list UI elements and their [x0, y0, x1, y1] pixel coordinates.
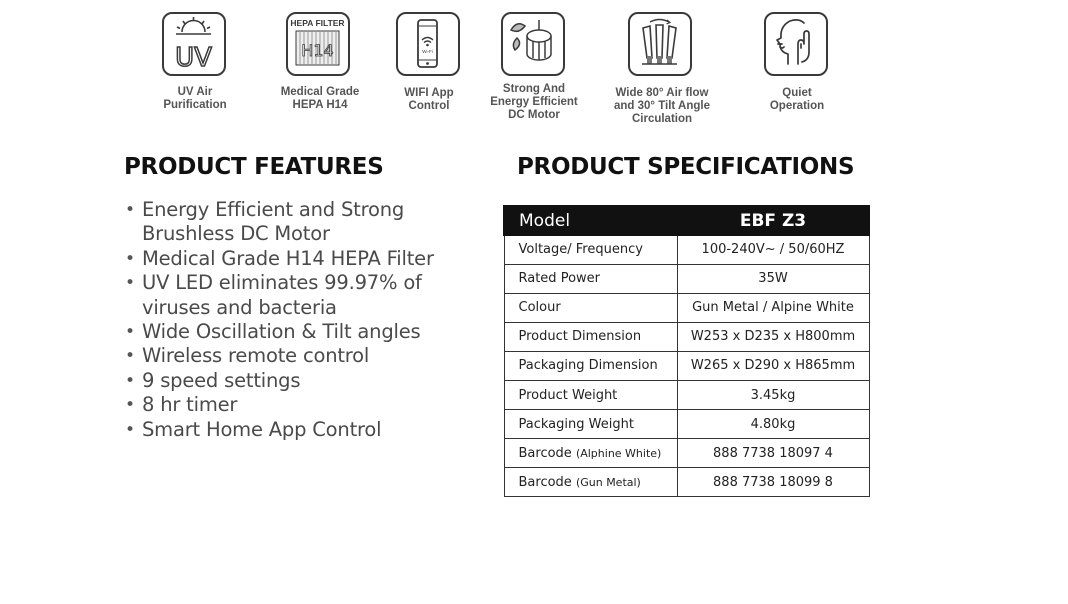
- features-list: [125, 198, 485, 442]
- spec-label-text: Product Weight: [518, 387, 618, 403]
- model-value: EBF Z3: [677, 206, 869, 235]
- caption-line: and 30° Tilt Angle: [614, 100, 710, 112]
- spec-label: [504, 380, 677, 409]
- specs-table: [503, 205, 870, 497]
- caption-line: Wide 80° Air flow: [615, 87, 709, 99]
- hepa-badge-title: HEPA FILTER: [290, 18, 345, 28]
- spec-label: [504, 351, 677, 380]
- caption-line: Circulation: [631, 113, 693, 125]
- caption-line: Medical Grade: [280, 86, 360, 98]
- wifi-phone-icon: [396, 12, 460, 76]
- list-item: • 8 hr timer: [125, 393, 485, 417]
- caption-quiet: [732, 87, 862, 113]
- caption-line: HEPA H14: [292, 99, 348, 111]
- svg-text:Wi-Fi: Wi-Fi: [422, 49, 433, 54]
- features-heading: PRODUCT FEATURES: [124, 154, 384, 180]
- caption-line: Purification: [163, 99, 227, 111]
- spec-label-note: (Gun Metal): [575, 475, 641, 489]
- caption-line: Control: [408, 100, 450, 112]
- spec-value: 35W: [677, 264, 869, 293]
- spec-label: [504, 293, 677, 322]
- caption-line: Operation: [769, 100, 825, 112]
- feature-icons-row: [0, 0, 1068, 135]
- svg-text:UV: UV: [175, 43, 212, 73]
- list-item: • UV LED eliminates 99.97% of viruses and bacteria: [125, 271, 485, 320]
- spec-value: 888 7738 18097 4: [677, 439, 869, 468]
- spec-label: [504, 235, 677, 264]
- spec-label: [504, 468, 677, 497]
- table-row: [504, 351, 869, 380]
- table-row: [504, 322, 869, 351]
- table-row: [504, 264, 869, 293]
- list-item: • Wide Oscillation & Tilt angles: [125, 320, 485, 344]
- list-item: • Energy Efficient and Strong Brushless DC Motor: [125, 198, 485, 247]
- table-row: [504, 439, 869, 468]
- caption-line: Strong And: [502, 83, 566, 95]
- caption-uv: [130, 86, 260, 112]
- spec-label-text: Rated Power: [518, 271, 600, 287]
- caption-line: WIFI App: [404, 87, 454, 99]
- table-row: [504, 468, 869, 497]
- table-row: [504, 410, 869, 439]
- spec-label-text: Colour: [518, 300, 561, 316]
- list-item: • Smart Home App Control: [125, 418, 485, 442]
- spec-label-text: Packaging Weight: [518, 416, 634, 432]
- spec-label: [504, 322, 677, 351]
- svg-text:H14: H14: [301, 41, 334, 60]
- airflow-icon: [628, 12, 692, 76]
- spec-label-text: Packaging Dimension: [518, 358, 658, 374]
- table-row: [504, 293, 869, 322]
- list-item: • 9 speed settings: [125, 369, 485, 393]
- hepa-filter-icon: [286, 12, 350, 76]
- table-row: [504, 235, 869, 264]
- spec-value: 888 7738 18099 8: [677, 468, 869, 497]
- model-label: Model: [504, 206, 677, 235]
- spec-value: W265 x D290 x H865mm: [677, 351, 869, 380]
- spec-value: Gun Metal / Alpine White: [677, 293, 869, 322]
- specs-heading: PRODUCT SPECIFICATIONS: [517, 154, 855, 180]
- caption-line: Quiet: [782, 87, 812, 99]
- caption-line: DC Motor: [508, 109, 560, 121]
- uv-icon: [162, 12, 226, 76]
- spec-label: [504, 410, 677, 439]
- spec-value: 3.45kg: [677, 380, 869, 409]
- caption-airflow: [597, 87, 727, 126]
- caption-dc-motor: [469, 83, 599, 122]
- spec-label-text: Barcode: [518, 474, 572, 490]
- table-row: [504, 380, 869, 409]
- dc-motor-icon: [501, 12, 565, 76]
- table-header-row: [504, 206, 869, 235]
- list-item: • Medical Grade H14 HEPA Filter: [125, 247, 485, 271]
- caption-line: Energy Efficient: [490, 96, 578, 108]
- spec-label-text: Barcode: [518, 445, 572, 461]
- quiet-icon: [764, 12, 828, 76]
- caption-line: UV Air: [177, 86, 213, 98]
- spec-label-text: Product Dimension: [518, 329, 642, 345]
- spec-value: 100-240V~ / 50/60HZ: [677, 235, 869, 264]
- spec-label: [504, 264, 677, 293]
- list-item: • Wireless remote control: [125, 344, 485, 368]
- spec-label: [504, 439, 677, 468]
- spec-value: W253 x D235 x H800mm: [677, 322, 869, 351]
- spec-label-note: (Alphine White): [575, 446, 662, 460]
- spec-value: 4.80kg: [677, 410, 869, 439]
- spec-label-text: Voltage/ Frequency: [518, 242, 643, 258]
